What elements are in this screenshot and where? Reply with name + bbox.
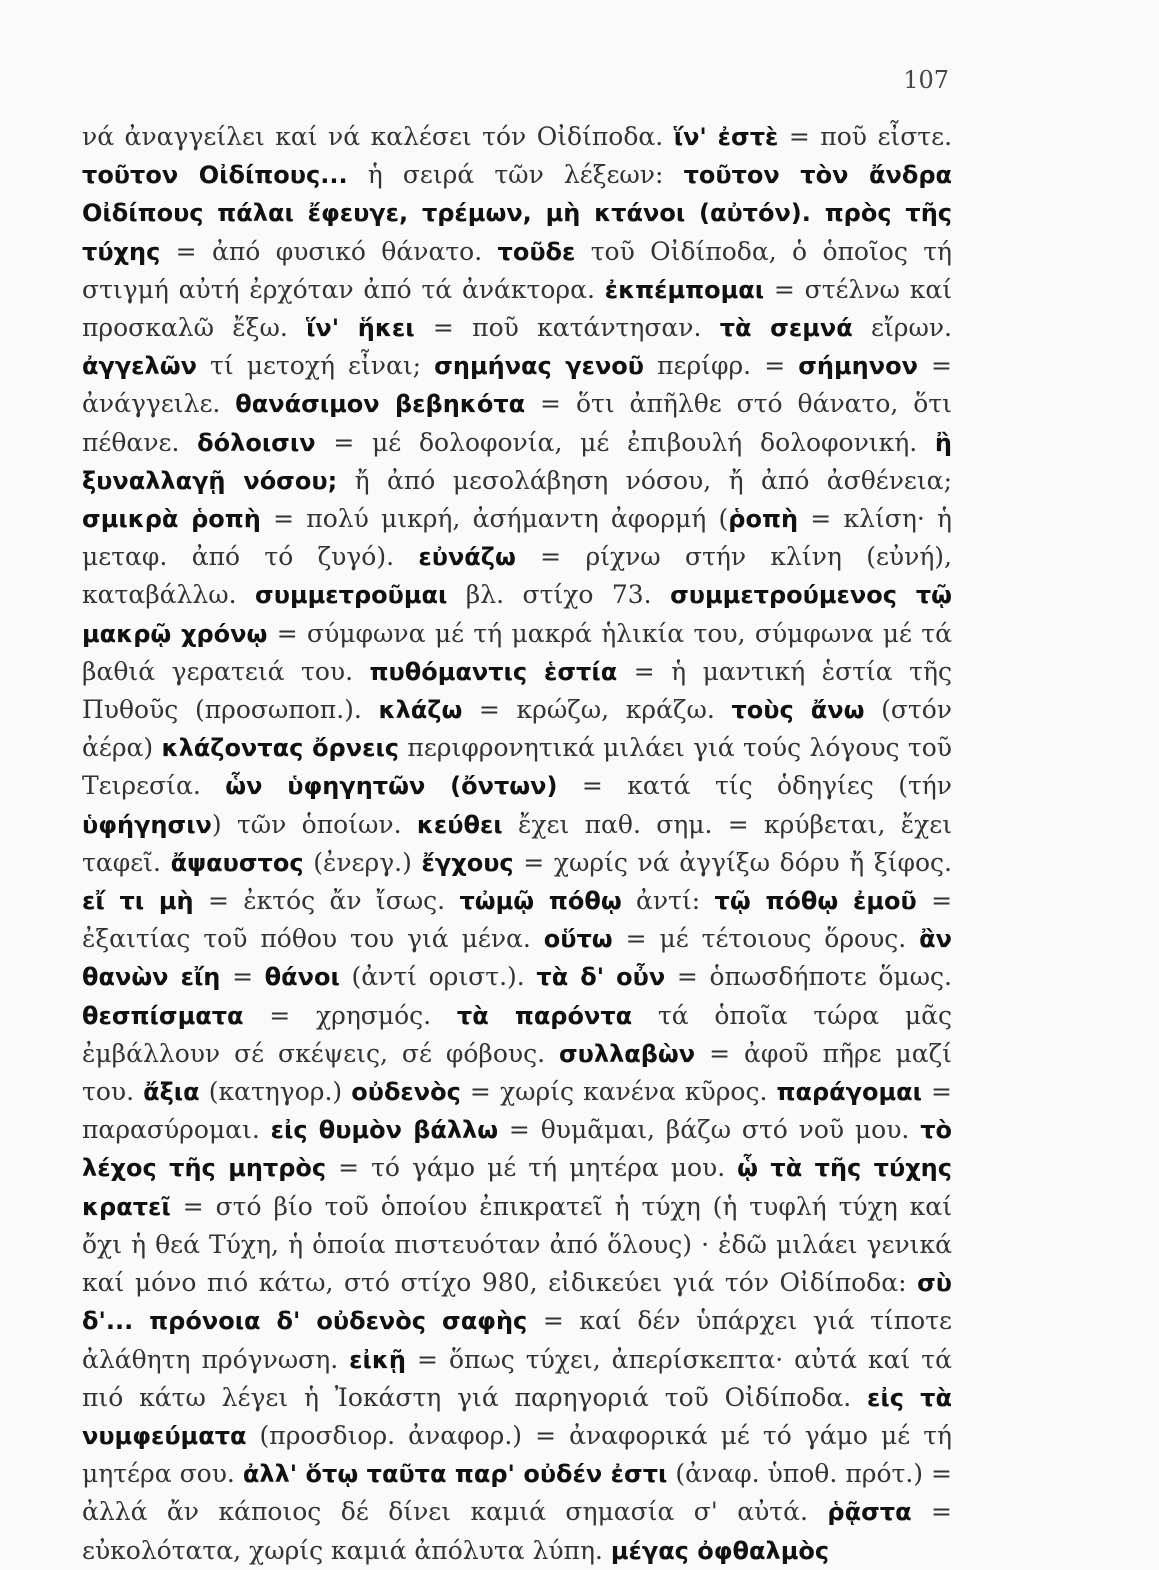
lemma-term: παράγομαι (776, 1078, 922, 1107)
gloss-text: περιφρονητικά μιλάει γιά τούς λόγους τοῦ Τειρεσία. (82, 733, 952, 801)
gloss-text: = χρησμός. (243, 1000, 457, 1030)
lemma-term: τοῦδε (497, 237, 576, 266)
lemma-term: ἐκπέμπομαι (604, 275, 765, 304)
gloss-text: = ρίχνω στήν κλίνη (εὐνή), καταβάλλω. (82, 542, 952, 610)
gloss-text: νά ἀναγγείλει καί νά καλέσει τόν Οἰδίποδα. (82, 122, 674, 151)
lemma-term: σήμηνον (798, 352, 918, 381)
commentary-text (82, 118, 952, 1570)
gloss-text: = μέ δολοφονία, μέ ἐπιβουλή δολοφονική. (315, 427, 935, 457)
lemma-term: ἵν' ἐστὲ (673, 123, 779, 151)
lemma-term: ἄξια (143, 1078, 200, 1107)
gloss-text: = ὁπωσδήποτε ὅμως. (665, 962, 953, 992)
gloss-text: = κλίση· ἡ μεταφ. ἀπό τό ζυγό). (82, 504, 952, 572)
lemma-term: θανάσιμον βεβηκότα (235, 390, 526, 419)
lemma-term: θεσπίσματα (82, 1001, 244, 1030)
lemma-term: ἄψαυστος (170, 848, 304, 877)
gloss-text: = (220, 962, 265, 992)
gloss-text: ἀντί: (621, 886, 715, 916)
gloss-text: = ποῦ εἶστε. (778, 122, 953, 151)
gloss-text: = χωρίς νά ἀγγίξω δόρυ ἤ ξίφος. (513, 847, 953, 877)
gloss-text: = ἐξαιτίας τοῦ πόθου του γιά μένα. (82, 886, 953, 954)
gloss-text: εἴρων. (852, 313, 952, 343)
gloss-text: (ἐνεργ.) (303, 847, 422, 877)
lemma-term: ᾧ τὰ τῆς τύχης κρατεῖ (82, 1154, 952, 1221)
lemma-term: τὰ δ' οὖν (536, 963, 666, 992)
gloss-text: = στέλνω καί προσκαλῶ ἔξω. (82, 274, 952, 343)
lemma-term: τοῦτον τὸν ἄνδρα Οἰδίπους πάλαι ἔφευγε, τρέμων, μὴ κτάνοι (αὐτόν). πρὸς τῆς τύχης (82, 161, 952, 266)
gloss-text: βλ. στίχο 73. (447, 580, 671, 610)
gloss-text: ) τῶν ὁποίων. (211, 809, 417, 839)
gloss-text: = θυμᾶμαι, βάζω στό νοῦ μου. (498, 1115, 921, 1145)
gloss-text: = πολύ μικρή, ἀσήμαντη ἀφορμή ( (260, 504, 729, 534)
gloss-text: = ἐκτός ἄν ἴσως. (193, 886, 460, 916)
lemma-term: συλλαβὼν (558, 1039, 696, 1068)
lemma-term: τὠμῷ πόθῳ (459, 887, 622, 916)
gloss-text: = ἡ μαντική ἑστία τῆς Πυθοῦς (προσωποπ.). (82, 656, 952, 725)
gloss-text: περίφρ. = (644, 351, 799, 381)
lemma-term: οὕτω (543, 925, 613, 954)
lemma-term: συμμετροῦμαι (255, 581, 448, 610)
lemma-term: τοὺς ἄνω (731, 696, 865, 725)
lemma-term: τοῦτον Οἰδίπους... (82, 161, 348, 190)
gloss-text: = ποῦ κατάντησαν. (414, 313, 720, 343)
lemma-term: ἢ ξυναλλαγῇ νόσου; (82, 428, 952, 495)
gloss-text: τί μετοχή εἶναι; (196, 351, 435, 381)
gloss-text: (προσδιορ. ἀναφορ.) = ἀναφορικά μέ τό γάμο μέ τή μητέρα σου. (82, 1420, 952, 1489)
lemma-term: κλάζω (378, 696, 463, 725)
gloss-text: = μέ τέτοιους ὅρους. (612, 924, 920, 954)
lemma-term: εἰκῇ (349, 1345, 406, 1374)
lemma-term: σμικρὰ ῥοπὴ (82, 505, 261, 534)
lemma-term: ὑφήγησιν (82, 810, 212, 839)
lemma-term: εὐνάζω (418, 543, 516, 572)
lemma-term: κεύθει (416, 810, 503, 839)
gloss-text: = παρασύρομαι. (82, 1077, 952, 1145)
gloss-text: ἔχει παθ. σημ. = κρύβεται, ἔχει ταφεῖ. (82, 809, 953, 877)
lemma-term: εἴ τι μὴ (82, 887, 194, 916)
lemma-term: μέγας ὀφθαλμὸς (610, 1536, 830, 1565)
lemma-term: ῥᾷστα (827, 1498, 912, 1527)
lemma-term: ὧν ὑφηγητῶν (ὄντων) (225, 772, 558, 801)
lemma-term: σημήνας γενοῦ (434, 352, 644, 381)
gloss-text: = ἀφοῦ πῆρε μαζί του. (82, 1038, 952, 1107)
lemma-term: ἔγχους (421, 848, 514, 877)
lemma-term: ἀλλ' ὅτῳ ταῦτα παρ' οὐδέν ἐστι (242, 1460, 668, 1489)
gloss-text: ἡ σειρά τῶν λέξεων: (347, 160, 684, 190)
lemma-term: τὰ παρόντα (456, 1001, 633, 1030)
page-number: 107 (903, 66, 949, 94)
lemma-term: ῥοπὴ (728, 505, 799, 534)
gloss-text: = τό γάμο μέ τή μητέρα μου. (326, 1153, 738, 1183)
gloss-text: = ἀπό φυσικό θάνατο. (160, 236, 498, 266)
gloss-text: (ἀναφ. ὑποθ. πρότ.) = ἀλλά ἄν κάποιος δέ δίνει καμιά σημασία σ' αὐτά. (82, 1459, 952, 1527)
gloss-text: = κατά τίς ὁδηγίες (τήν (557, 771, 952, 801)
lemma-term: τὸ λέχος τῆς μητρὸς (82, 1116, 952, 1183)
gloss-text: = κρώζω, κράζω. (462, 695, 732, 725)
gloss-text: = εὐκολότατα, χωρίς καμιά ἀπόλυτα λύπη. (82, 1497, 952, 1565)
lemma-term: κλάζοντας ὄρνεις (161, 734, 400, 763)
gloss-text: = χωρίς κανένα κῦρος. (460, 1077, 777, 1107)
lemma-term: τὰ σεμνά (719, 314, 853, 343)
lemma-term: πυθόμαντις ἑστία (369, 657, 618, 686)
lemma-term: οὐδενὸς (351, 1078, 461, 1107)
lemma-term: συμμετρούμενος τῷ μακρῷ χρόνῳ (82, 581, 952, 648)
lemma-term: θάνοι (264, 963, 340, 992)
gloss-text: τοῦ Οἰδίποδα, ὁ ὁποῖος τή στιγμή αὐτή ἐρχόταν ἀπό τά ἀνάκτορα. (82, 236, 952, 304)
lemma-term: ἀγγελῶν (82, 352, 197, 381)
gloss-text: (στόν ἀέρα) (82, 695, 952, 763)
gloss-text: = στό βίο τοῦ ὁποίου ἐπικρατεῖ ἡ τύχη (ἡ τυφλή τύχη καί ὄχι ἡ θεά Τύχη, ἡ ὁποία πιστευόταν ἀπό ὅλους) · ἐδῶ μιλάει γενικά καί μόνο πιό κάτω, στό στίχο 980, εἰδικεύει γιά τόν Οἰδίποδα: (82, 1191, 952, 1298)
gloss-text: τά ὁποῖα τώρα μᾶς ἐμβάλλουν σέ σκέψεις, σέ φόβους. (82, 1000, 952, 1068)
lemma-term: ἵν' ἥκει (306, 314, 415, 343)
gloss-text: (ἀντί οριστ.). (339, 962, 537, 992)
lemma-term: δόλοισιν (197, 428, 316, 457)
gloss-text: (κατηγορ.) (199, 1077, 352, 1107)
gloss-text: = ὅπως τύχει, ἀπερίσκεπτα· αὐτά καί τά πιό κάτω λέγει ἡ Ἰοκάστη γιά παρηγοριά τοῦ Οἰδίποδα. (82, 1344, 952, 1412)
gloss-text: = σύμφωνα μέ τή μακρά ἡλικία του, σύμφωνα μέ τά βαθιά γερατειά του. (82, 618, 953, 686)
lemma-term: ἂν θανὼν εἴη (82, 925, 952, 992)
lemma-term: σὺ δ'... πρόνοια δ' οὐδενὸς σαφὴς (82, 1269, 952, 1336)
lemma-term: εἰς τὰ νυμφεύματα (82, 1383, 952, 1450)
gloss-text: = καί δέν ὑπάρχει γιά τίποτε ἀλάθητη πρόγνωση. (82, 1306, 952, 1374)
lemma-term: εἰς θυμὸν βάλλω (270, 1116, 499, 1145)
gloss-text: ἤ ἀπό μεσολάβηση νόσου, ἤ ἀπό ἀσθένεια; (337, 465, 952, 495)
gloss-text: = ὅτι ἀπῆλθε στό θάνατο, ὅτι πέθανε. (82, 389, 952, 457)
gloss-text: = ἀνάγγειλε. (82, 351, 952, 419)
lemma-term: τῷ πόθῳ ἐμοῦ (714, 887, 917, 916)
